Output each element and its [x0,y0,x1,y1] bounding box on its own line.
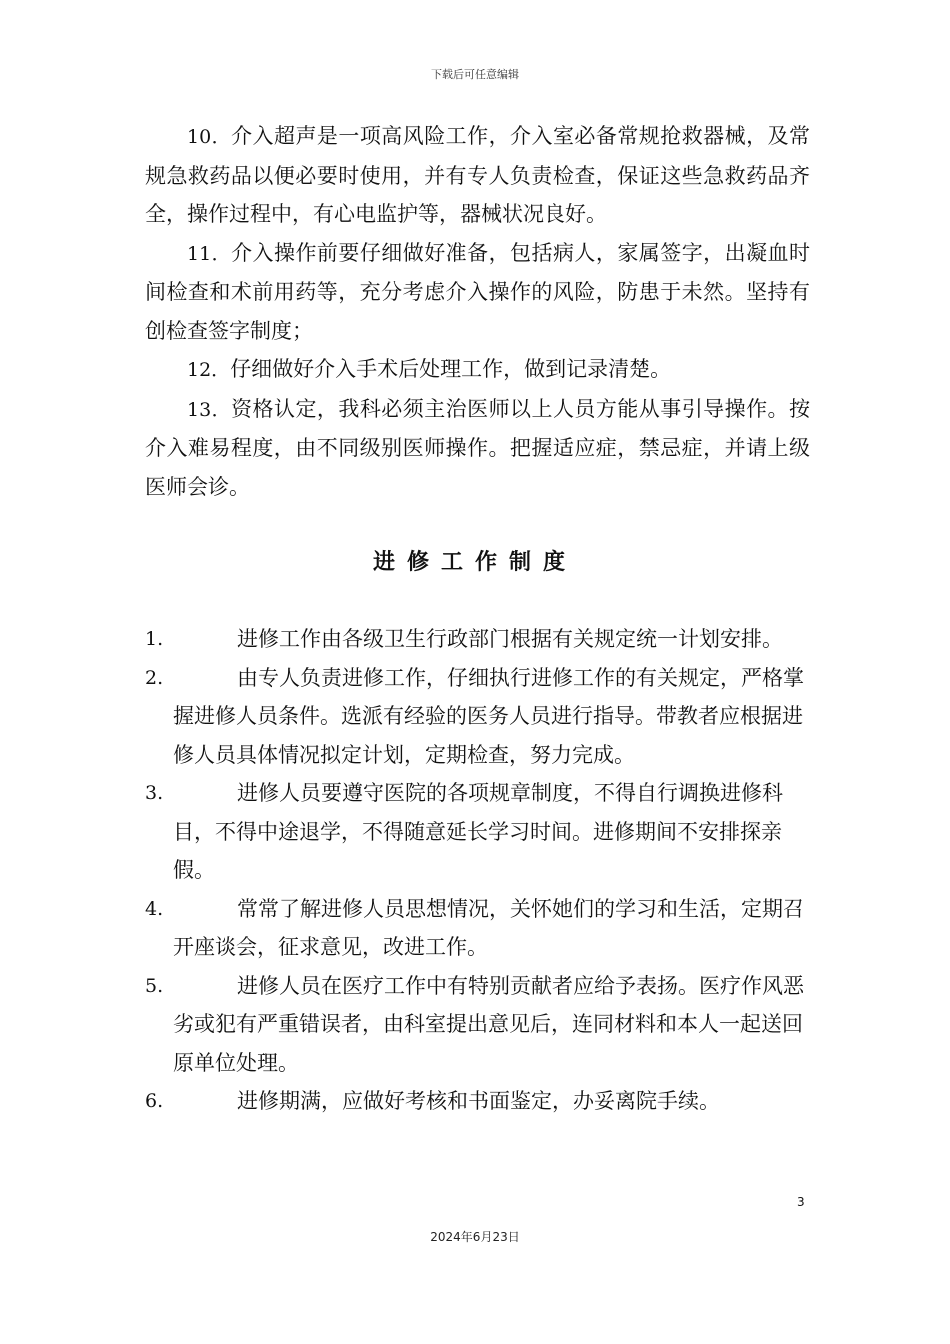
paragraph-number: 10． [187,126,232,148]
paragraph-text: 资格认定，我科必须主治医师以上人员方能从事引导操作。按介入难易程度，由不同级别医师操作。把握适应症，禁忌症，并请上级医师会诊。 [145,396,810,499]
list-item-text: 进修人员在医疗工作中有特别贡献者应给予表扬。医疗作风恶劣或犯有严重错误者，由科室提出意见后，连同材料和本人一起送回原单位处理。 [173,973,804,1075]
paragraph-text: 介入超声是一项高风险工作，介入室必备常规抢救器械，及常规急救药品以便必要时使用，并有专人负责检查，保证这些急救药品齐全，操作过程中，有心电监护等，器械状况良好。 [145,124,810,226]
list-item-number: 1. [145,628,164,650]
section-title: 进修工作制度 [372,550,577,575]
list-item-number: 2. [145,666,164,689]
list-item [145,659,815,775]
list-item-number: 4. [145,897,164,920]
rules-list [145,620,815,1121]
list-item-number: 6. [145,1090,164,1112]
list-item-text: 进修人员要遵守医院的各项规章制度，不得自行调换进修科目，不得中途退学，不得随意延长学习时间。进修期间不安排探亲假。 [173,781,783,882]
paragraph-number: 13． [187,398,232,421]
page-footer-date: 2024年6月23日 [430,1230,520,1244]
list-item [145,774,815,890]
rules-continued [145,117,810,506]
list-item-text: 由专人负责进修工作，仔细执行进修工作的有关规定，严格掌握进修人员条件。选派有经验的医务人员进行指导。带教者应根据进修人员具体情况拟定计划，定期检查，努力完成。 [173,665,804,767]
list-item [145,967,815,1083]
list-item-text: 进修工作由各级卫生行政部门根据有关规定统一计划安排。 [237,627,783,651]
page-header: 下载后可任意编辑 [431,68,519,81]
paragraph-number: 12． [187,359,231,381]
page-number: 3 [797,1195,805,1209]
paragraph-text: 仔细做好介入手术后处理工作，做到记录清楚。 [230,357,672,381]
list-item-number: 3. [145,782,164,804]
paragraph-number: 11． [187,242,232,265]
paragraph-12 [145,350,810,390]
list-item [145,890,815,967]
list-item-text: 常常了解进修人员思想情况，关怀她们的学习和生活，定期召开座谈会，征求意见，改进工作。 [173,896,804,959]
paragraph-10 [145,117,810,234]
list-item-number: 5. [145,974,164,997]
paragraph-11 [145,234,810,351]
list-item [145,620,815,659]
paragraph-text: 介入操作前要仔细做好准备，包括病人，家属签字，出凝血时间检查和术前用药等，充分考虑介入操作的风险，防患于未然。坚持有创检查签字制度； [145,240,810,343]
list-item [145,1082,815,1121]
paragraph-13 [145,390,810,507]
list-item-text: 进修期满，应做好考核和书面鉴定，办妥离院手续。 [237,1089,720,1113]
